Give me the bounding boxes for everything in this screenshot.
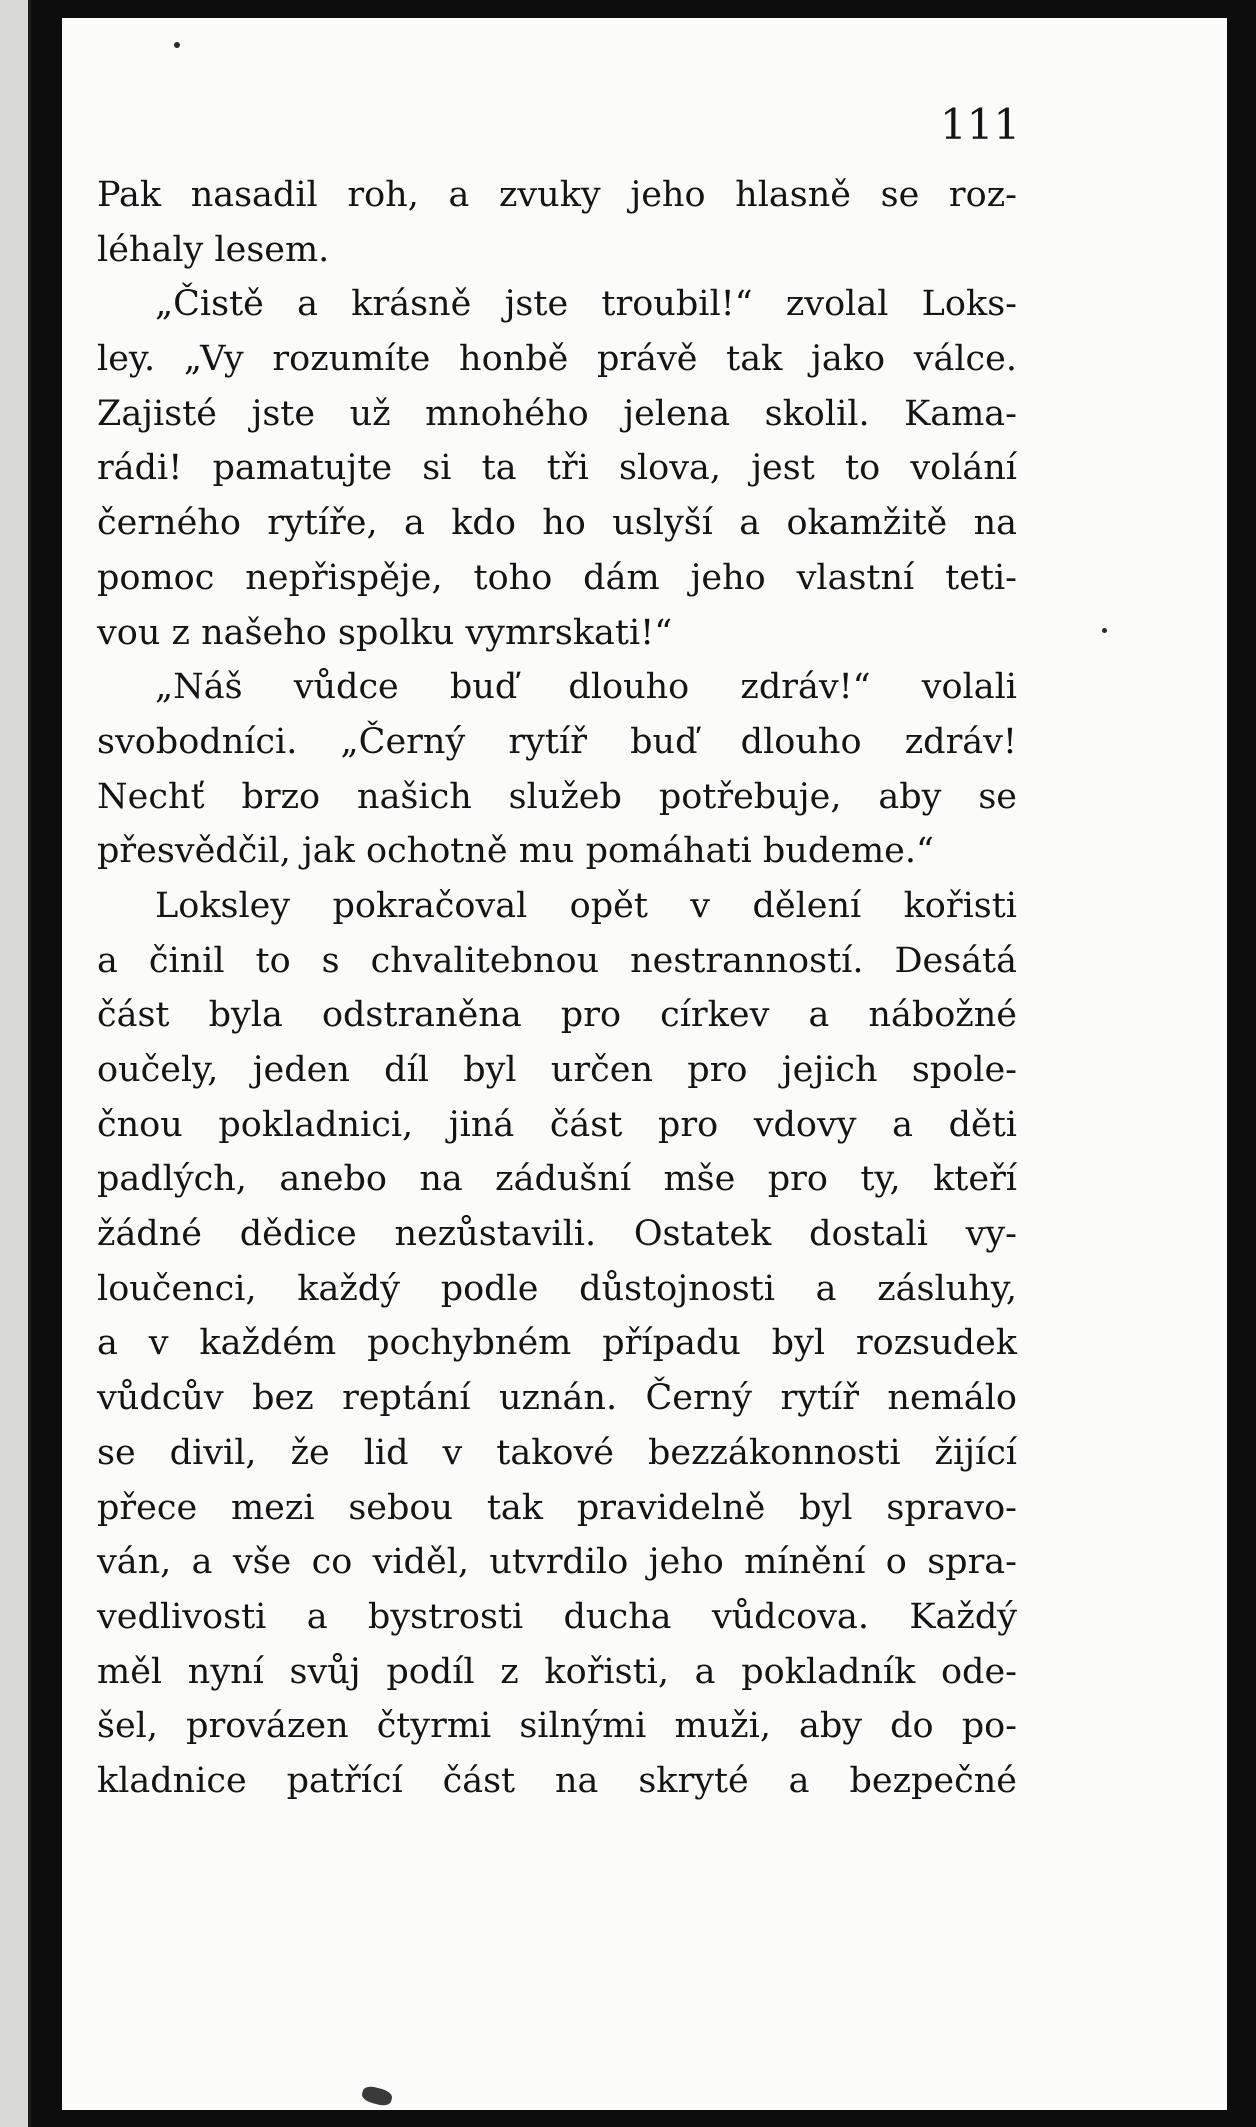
text-line: kladnice patřící část na skryté a bezpečné <box>97 1760 1017 1801</box>
text-line: žádné dědice nezůstavili. Ostatek dostali vy- <box>97 1214 1017 1255</box>
text-line: vou z našeho spolku vymrskati!“ <box>97 612 673 653</box>
text-line: měl nyní svůj podíl z kořisti, a pokladník ode- <box>97 1651 1017 1692</box>
text-line: přece mezi sebou tak pravidelně byl spravo- <box>97 1487 1017 1528</box>
text-line: „Čistě a krásně jste troubil!“ zvolal Loks- <box>155 284 1017 325</box>
text-line: vůdcův bez reptání uznán. Černý rytíř nemálo <box>97 1378 1017 1419</box>
text-line: a v každém pochybném případu byl rozsudek <box>97 1323 1017 1364</box>
text-line: svobodníci. „Černý rytíř buď dlouho zdráv! <box>97 721 1017 762</box>
text-line: vedlivosti a bystrosti ducha vůdcova. Každý <box>97 1596 1017 1637</box>
text-line: oučely, jeden díl byl určen pro jejich spole- <box>97 1050 1017 1090</box>
text-line: rádi! pamatujte si ta tři slova, jest to volání <box>97 448 1017 489</box>
text-line: černého rytíře, a kdo ho uslyší a okamžitě na <box>97 503 1017 544</box>
body-text <box>97 168 1017 1809</box>
adjacent-page-edge <box>0 0 31 2127</box>
text-line: ván, a vše co viděl, utvrdilo jeho mínění o spra- <box>97 1542 1017 1583</box>
text-line: Nechť brzo našich služeb potřebuje, aby se <box>97 776 1017 817</box>
print-smudge <box>360 2084 393 2107</box>
text-line: padlých, anebo na zádušní mše pro ty, kteří <box>97 1159 1017 1200</box>
text-line: přesvědčil, jak ochotně mu pomáhati budeme.“ <box>97 831 934 872</box>
text-line: se divil, že lid v takové bezzákonnosti žijící <box>97 1432 1017 1473</box>
text-line: loučenci, každý podle důstojnosti a zásluhy, <box>97 1268 1017 1309</box>
text-line: Loksley pokračoval opět v dělení kořisti <box>155 885 1017 926</box>
dust-speck <box>1102 628 1107 633</box>
text-line: „Náš vůdce buď dlouho zdráv!“ volali <box>155 667 1017 708</box>
text-line: šel, provázen čtyrmi silnými muži, aby do po- <box>97 1706 1017 1747</box>
page-number: 111 <box>940 100 1021 149</box>
dust-speck <box>174 42 180 48</box>
text-line: čnou pokladnici, jiná část pro vdovy a děti <box>97 1104 1017 1145</box>
text-line: ley. „Vy rozumíte honbě právě tak jako válce. <box>97 339 1017 380</box>
text-line: pomoc nepřispěje, toho dám jeho vlastní teti- <box>97 557 1017 598</box>
text-line: Zajisté jste už mnohého jelena skolil. Kama- <box>97 393 1017 434</box>
text-line: léhaly lesem. <box>97 229 330 270</box>
text-line: Pak nasadil roh, a zvuky jeho hlasně se roz- <box>97 175 1017 215</box>
text-line: část byla odstraněna pro církev a nábožné <box>97 995 1017 1036</box>
text-line: a činil to s chvalitebnou nestranností. Desátá <box>97 940 1017 981</box>
